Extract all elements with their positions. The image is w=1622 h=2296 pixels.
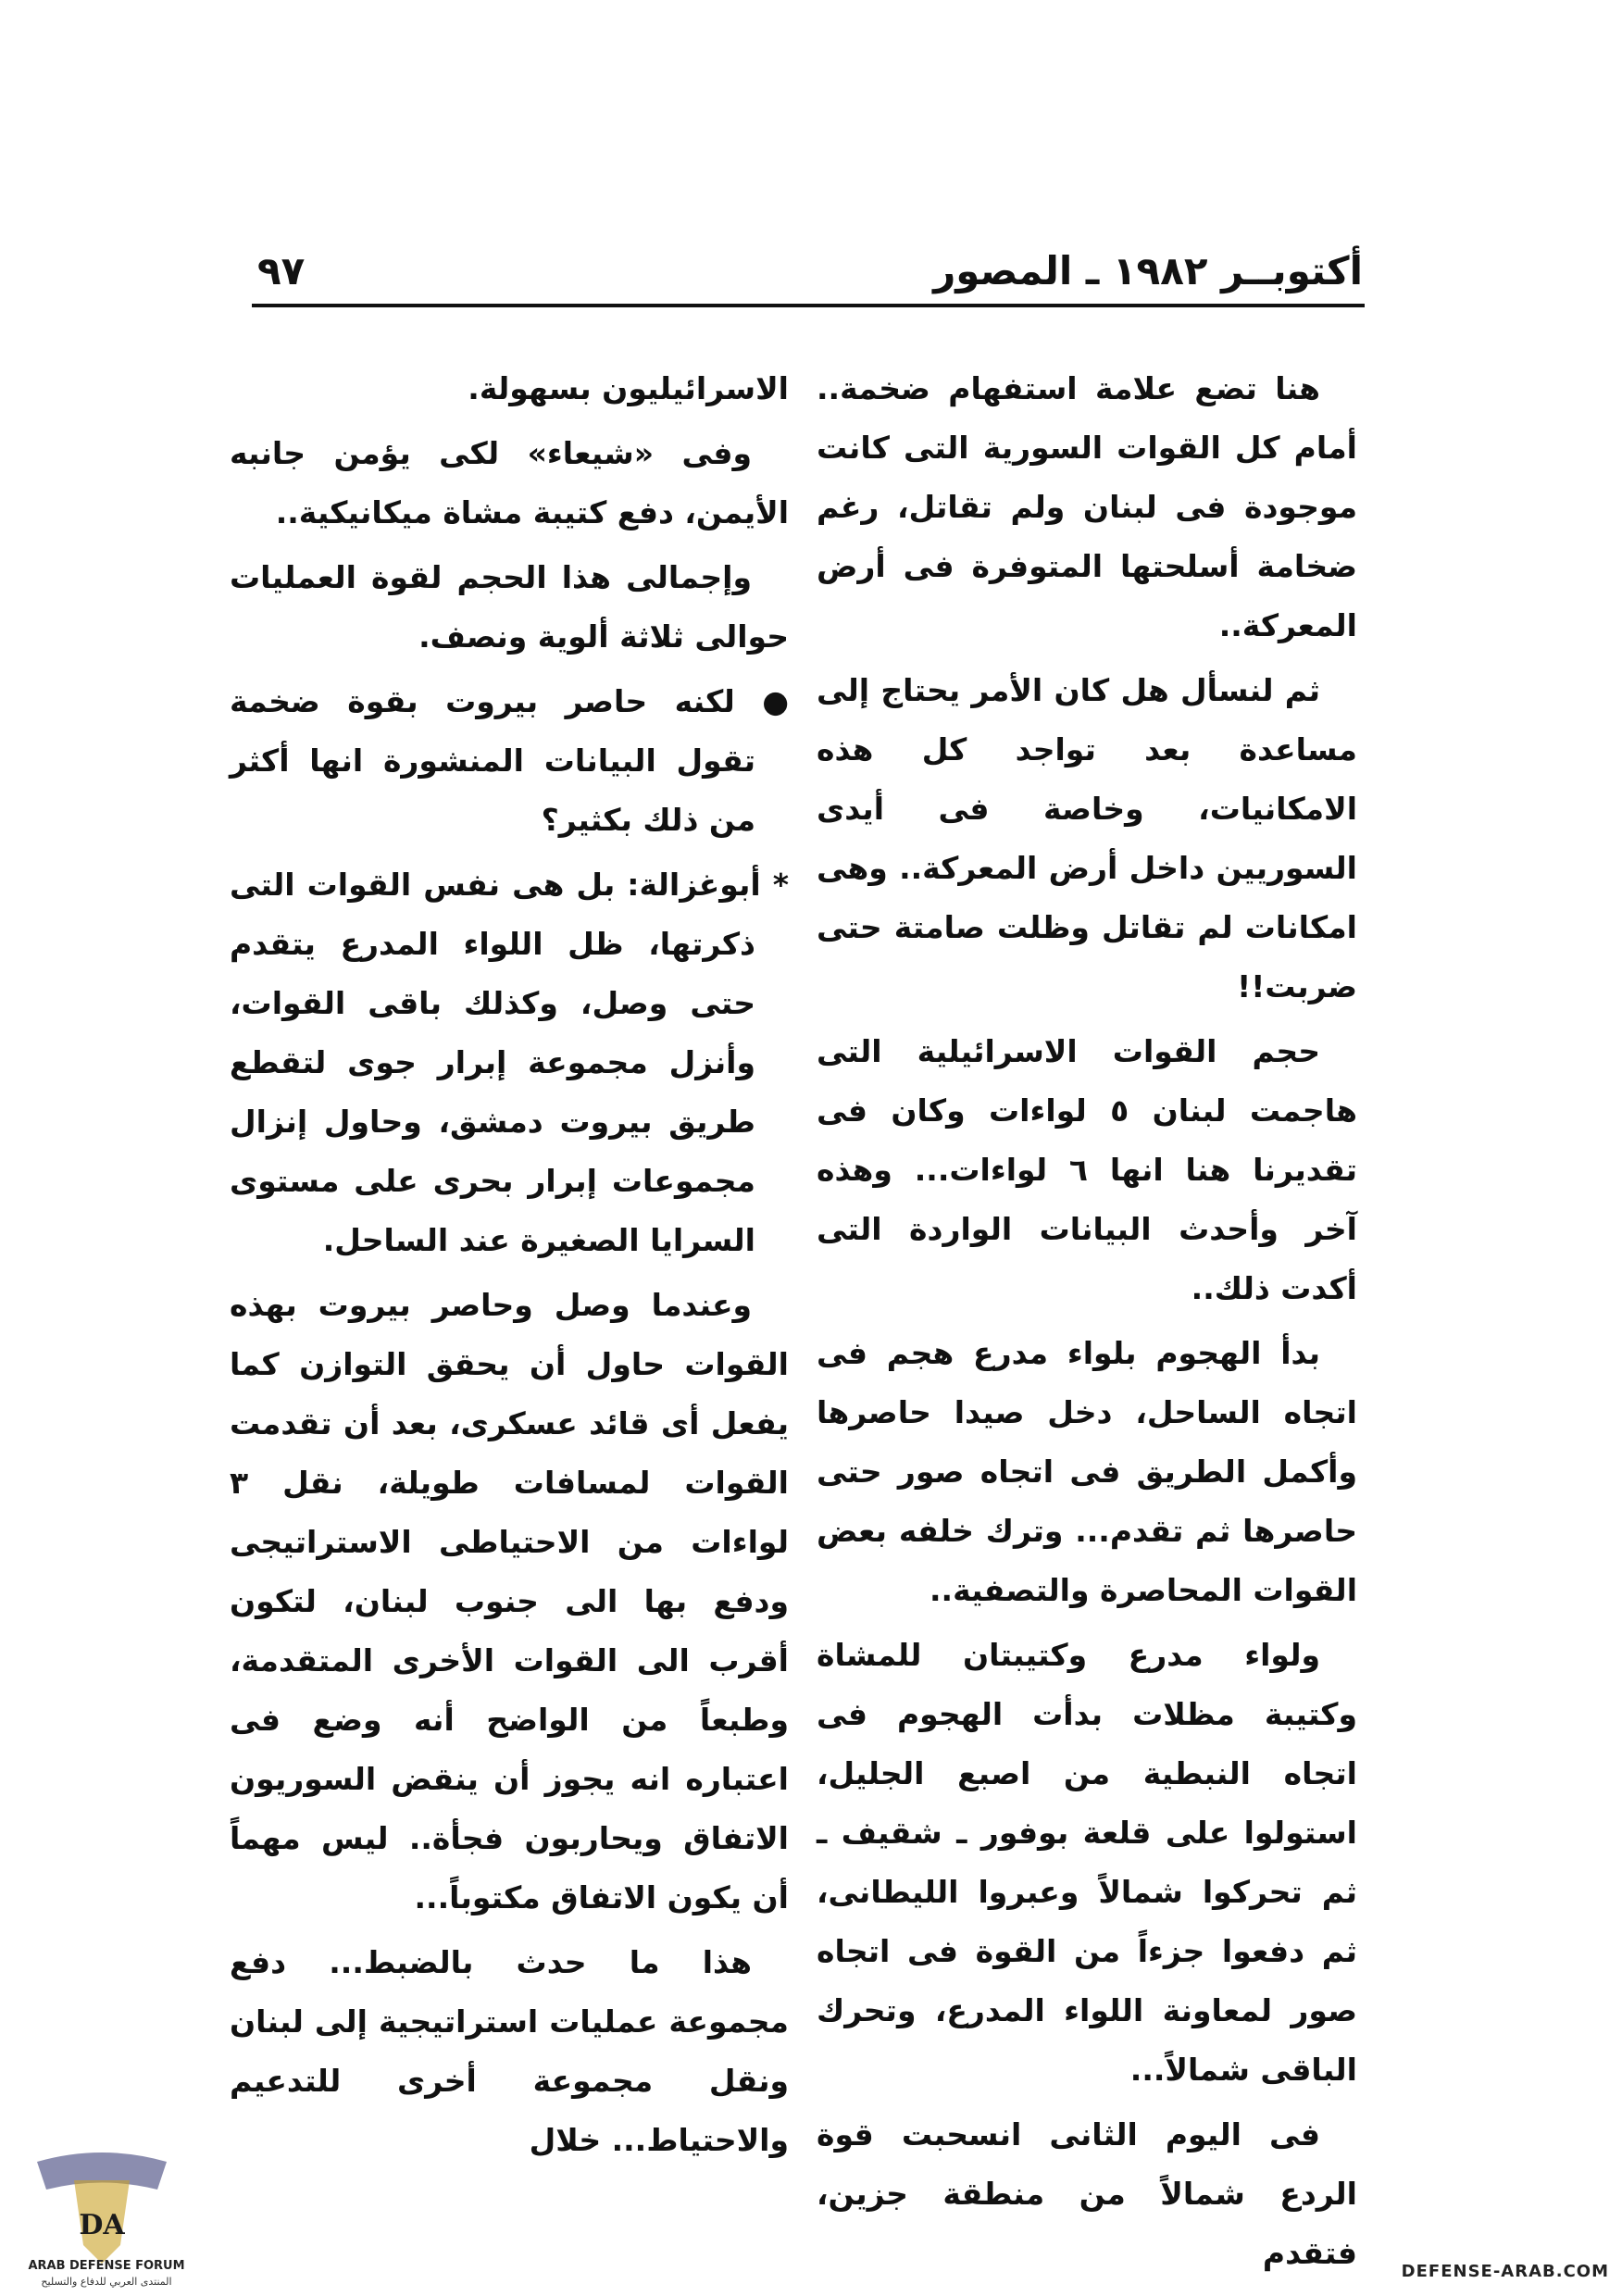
- paragraph: الاسرائيليون بسهولة.: [468, 370, 789, 406]
- page-header: [257, 248, 1363, 304]
- paragraph: وفى «شيعاء» لكى يؤمن جانبه الأيمن، دفع كتيبة مشاة ميكانيكية..: [230, 435, 789, 530]
- forum-caption: ARAB DEFENSE FORUM: [28, 2259, 185, 2273]
- paragraph: بدأ الهجوم بلواء مدرع هجم فى اتجاه الساحل، دخل صيدا حاصرها وأكمل الطريق فى اتجاه صور حتى حاصرها ثم تقدم... وترك خلفه بعض القوات المحاصرة والتصفية..: [817, 1335, 1357, 1608]
- header-rule: [252, 304, 1365, 307]
- right-column: [817, 359, 1357, 2289]
- paragraph: حجم القوات الاسرائيلية التى هاجمت لبنان ٥ لواءات وكان فى تقديرنا هنا انها ٦ لواءات... وهذه آخر وأحدث البيانات الواردة التى أكدت ذلك..: [817, 1033, 1357, 1306]
- forum-caption-ar: المنتدى العربي للدفاع والتسليح: [41, 2276, 172, 2288]
- site-watermark: DEFENSE-ARAB.COM: [1401, 2262, 1609, 2281]
- paragraph: ولواء مدرع وكتيبتان للمشاة وكتيبة مظلات بدأت الهجوم فى اتجاه النبطية من اصبع الجليل، استولوا على قلعة بوفور ـ شقيف ـ ثم تحركوا شمالاً وعبروا الليطانى، ثم دفعوا جزءاً من القوة فى اتجاه صور لمعاونة اللواء المدرع، وتحرك الباقى شمالاً...: [817, 1637, 1357, 2088]
- left-column: [230, 359, 789, 2176]
- question-paragraph: ● لكنه حاصر بيروت بقوة ضخمة تقول البيانات المنشورة انها أكثر من ذلك بكثير؟: [230, 683, 789, 838]
- running-title: أكتوبــر ١٩٨٢ ـ المصور: [933, 248, 1363, 293]
- page-number: ٩٧: [257, 248, 306, 293]
- paragraph: فى اليوم الثانى انسحبت قوة الردع شمالاً من منطقة جزين، فتقدم: [817, 2116, 1357, 2271]
- paragraph: ثم لنسأل هل كان الأمر يحتاج إلى مساعدة بعد تواجد كل هذه الامكانيات، وخاصة فى أيدى السوريين داخل أرض المعركة.. وهى امكانات لم تقاتل وظلت صامتة حتى ضربت!!: [817, 672, 1357, 1004]
- logo-text: DA: [79, 2209, 125, 2241]
- paragraph: هنا تضع علامة استفهام ضخمة.. أمام كل القوات السورية التى كانت موجودة فى لبنان ولم تقاتل، رغم ضخامة أسلحتها المتوفرة فى أرض المعركة..: [817, 370, 1357, 643]
- paragraph: وعندما وصل وحاصر بيروت بهذه القوات حاول أن يحقق التوازن كما يفعل أى قائد عسكرى، بعد أن تقدمت القوات لمسافات طويلة، نقل ٣ لواءات من الاحتياطى الاستراتيجى ودفع بها الى جنوب لبنان، لتكون أقرب الى القوات الأخرى المتقدمة، وطبعاً من الواضح أنه وضع فى اعتباره انه يجوز أن ينقض السوريون الاتفاق ويحاربون فجأة.. ليس مهماً أن يكون الاتفاق مكتوباً...: [230, 1287, 789, 1915]
- paragraph: وإجمالى هذا الحجم لقوة العمليات حوالى ثلاثة ألوية ونصف.: [230, 559, 789, 655]
- paragraph: هذا ما حدث بالضبط... دفع مجموعة عمليات استراتيجية إلى لبنان ونقل مجموعة أخرى للتدعيم والاحتياط... خلال: [230, 1944, 789, 2158]
- answer-paragraph: * أبوغزالة: بل هى نفس القوات التى ذكرتها، ظل اللواء المدرع يتقدم حتى وصل، وكذلك باقى القوات، وأنزل مجموعة إبرار جوى لتقطع طريق بيروت دمشق، وحاول إنزال مجموعات إبرار بحرى على مستوى السرايا الصغيرة عند الساحل.: [230, 867, 789, 1258]
